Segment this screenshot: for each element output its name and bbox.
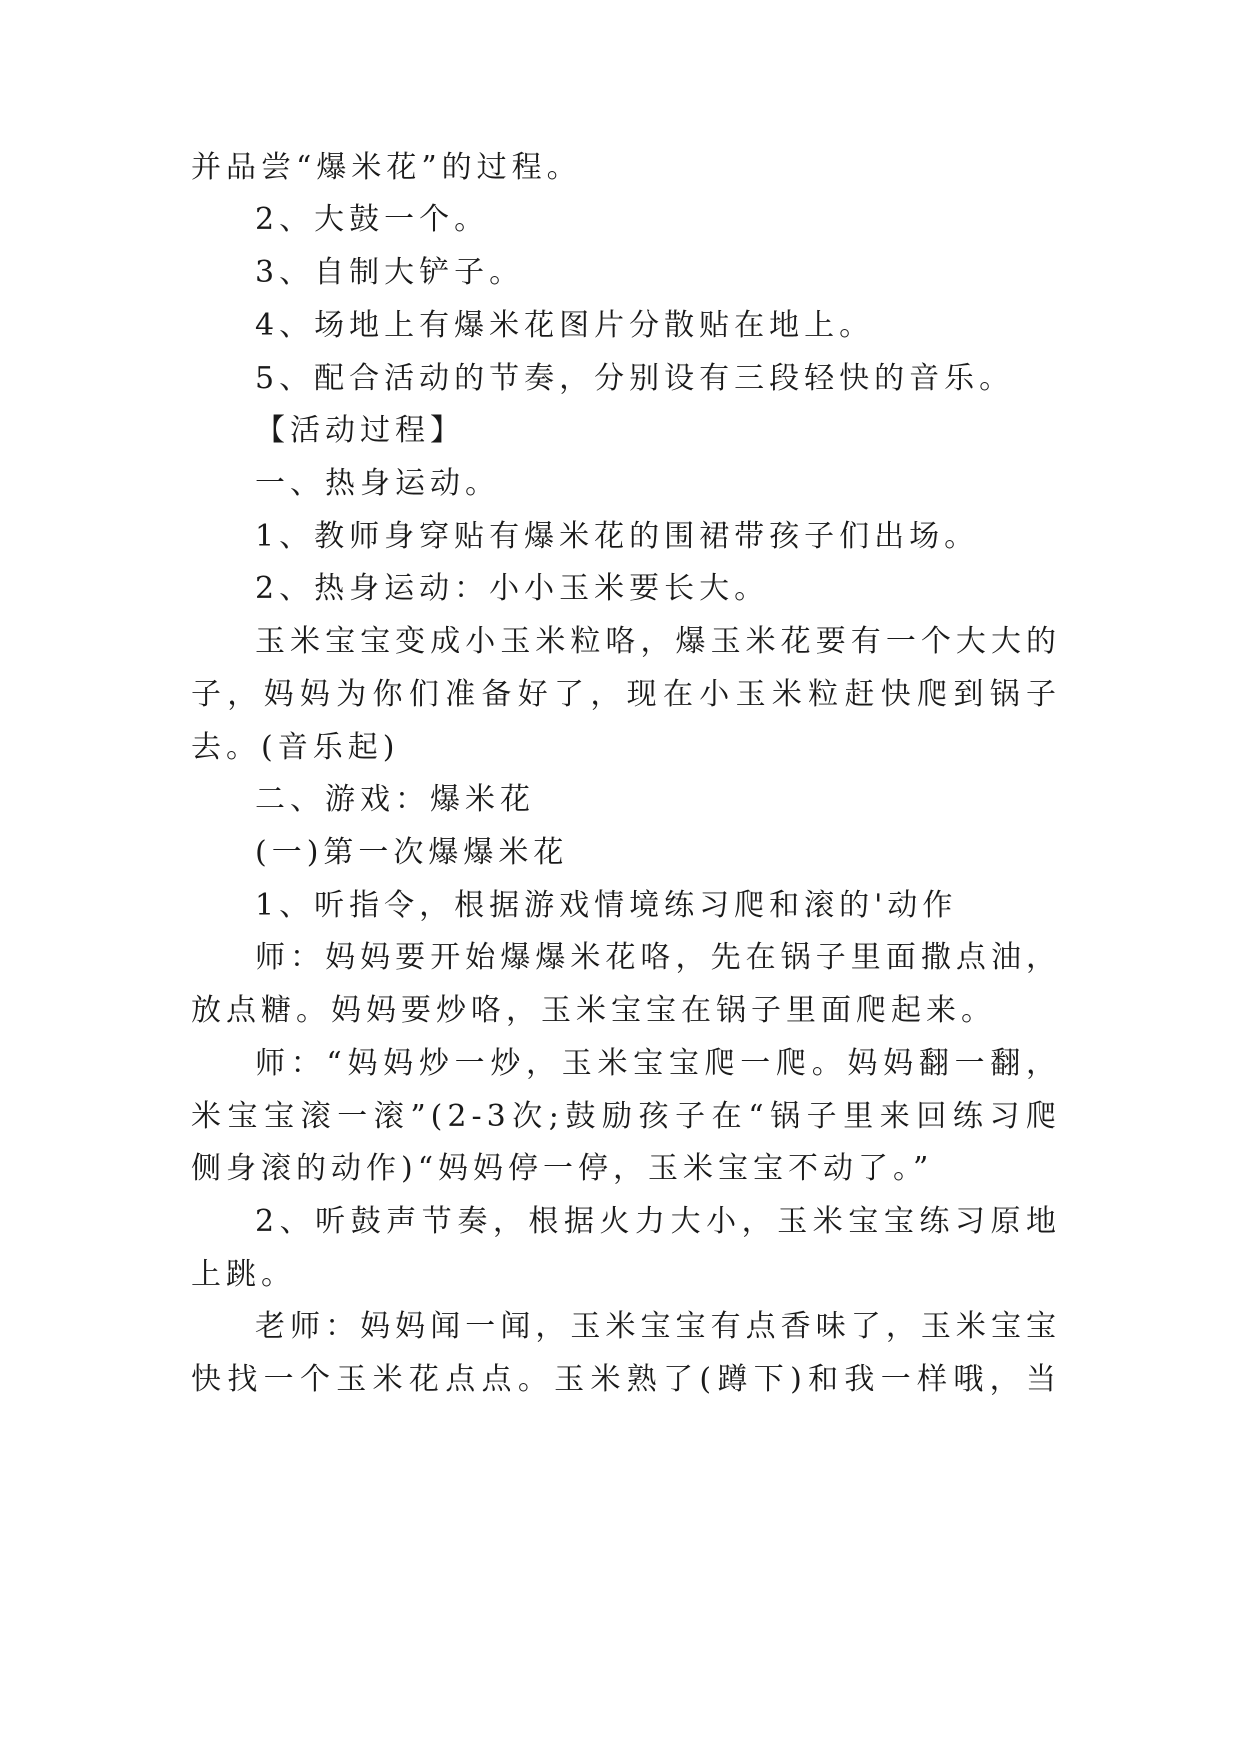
text-line: 2、热身运动：小小玉米要长大。	[255, 571, 770, 606]
text-line: 4、场地上有爆米花图片分散贴在地上。	[255, 308, 875, 343]
text-line: 二、游戏：爆米花	[255, 782, 535, 817]
text-line: 一、热身运动。	[255, 466, 500, 501]
text-line: 2、大鼓一个。	[255, 202, 490, 237]
text-line: 2、听鼓声节奏，根据火力大小，玉米宝宝练习原地	[255, 1204, 1061, 1239]
text-line: 1、听指令，根据游戏情境练习爬和滚的'动作	[255, 888, 958, 923]
text-line: 并品尝“爆米花”的过程。	[191, 150, 582, 185]
text-line: 子，妈妈为你们准备好了，现在小玉米粒赶快爬到锅子	[191, 677, 1061, 712]
text-line: 去。(音乐起)	[191, 730, 400, 765]
text-line: 1、教师身穿贴有爆米花的围裙带孩子们出场。	[255, 519, 980, 554]
text-line: 侧身滚的动作)“妈妈停一停，玉米宝宝不动了。”	[191, 1151, 934, 1186]
text-line: 师：妈妈要开始爆爆米花咯，先在锅子里面撒点油，	[255, 940, 1061, 975]
text-line: 放点糖。妈妈要炒咯，玉米宝宝在锅子里面爬起来。	[191, 993, 996, 1028]
text-line: 快找一个玉米花点点。玉米熟了(蹲下)和我一样哦，当	[191, 1362, 1061, 1397]
text-line: 玉米宝宝变成小玉米粒咯，爆玉米花要有一个大大的	[255, 624, 1061, 659]
section-heading: 【活动过程】	[255, 413, 465, 448]
text-line: 师：“妈妈炒一炒，玉米宝宝爬一爬。妈妈翻一翻，	[255, 1046, 1061, 1081]
text-line: (一)第一次爆爆米花	[255, 835, 569, 870]
text-line: 5、配合活动的节奏，分别设有三段轻快的音乐。	[255, 361, 1015, 396]
text-line: 上跳。	[191, 1257, 296, 1292]
text-line: 老师：妈妈闻一闻，玉米宝宝有点香味了，玉米宝宝	[255, 1309, 1061, 1344]
text-line: 米宝宝滚一滚”(2-3次;鼓励孩子在“锅子里来回练习爬	[191, 1099, 1061, 1134]
text-line: 3、自制大铲子。	[255, 255, 525, 290]
